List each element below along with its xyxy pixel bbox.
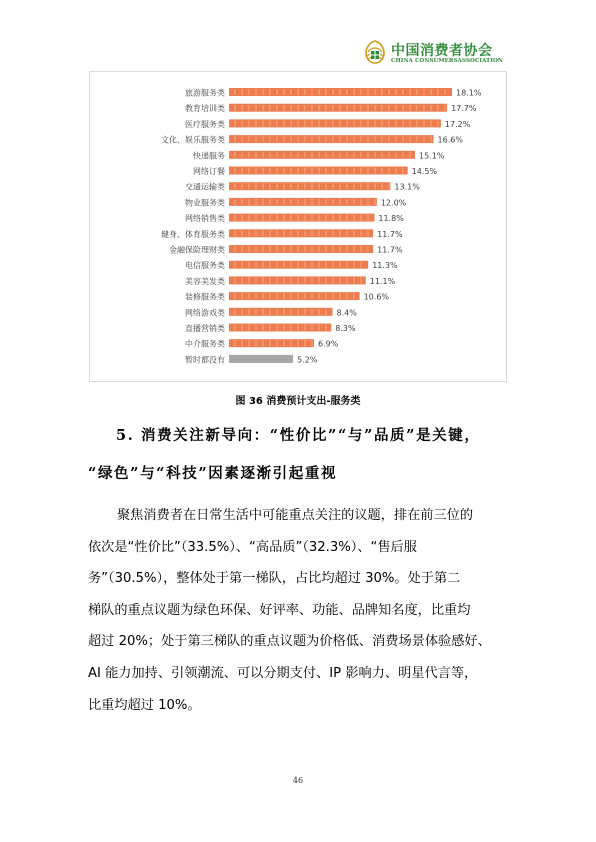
value-label: 11.7% bbox=[377, 229, 403, 239]
bar bbox=[229, 308, 332, 316]
bar bbox=[229, 198, 377, 206]
category-label: 金融保险理财类 bbox=[169, 245, 225, 255]
value-label: 11.3% bbox=[372, 261, 398, 271]
category-label: 暂时都没有 bbox=[185, 355, 225, 365]
category-label: 美容美发类 bbox=[185, 276, 225, 286]
bar bbox=[229, 214, 374, 222]
category-label: 网络订餐 bbox=[193, 167, 225, 176]
value-label: 13.1% bbox=[394, 182, 420, 192]
category-label: 装修服务类 bbox=[185, 292, 225, 302]
paragraph-line: AI 能力加持、引领潮流、可以分期支付、IP 影响力、明星代言等， bbox=[88, 665, 478, 681]
bar-chart-svg bbox=[90, 72, 508, 383]
category-label: 快递服务 bbox=[193, 151, 225, 161]
body-paragraph bbox=[88, 500, 518, 721]
bar bbox=[229, 324, 331, 332]
category-label: 健身、体育服务类 bbox=[161, 229, 225, 239]
paragraph-line: 超过 20%；处于第三梯队的重点议题为价格低、消费场景体验感好、 bbox=[88, 634, 491, 650]
paragraph-line: 比重均超过 10%。 bbox=[88, 697, 201, 713]
paragraph-line: 聚焦消费者在日常生活中可能重点关注的议题，排在前三位的 bbox=[117, 508, 474, 523]
value-label: 17.7% bbox=[451, 104, 477, 114]
value-label: 5.2% bbox=[297, 355, 318, 365]
value-label: 17.2% bbox=[444, 119, 471, 129]
category-label: 旅游服务类 bbox=[185, 88, 225, 98]
logo-english-text: CHINA CONSUMERSASSOCIATION bbox=[391, 58, 504, 64]
value-label: 8.4% bbox=[336, 308, 357, 318]
bar bbox=[229, 276, 366, 284]
section-heading-line-2: “绿色”与“科技”因素逐渐引起重视 bbox=[88, 465, 338, 482]
value-label: 14.5% bbox=[411, 167, 438, 176]
value-label: 11.8% bbox=[378, 214, 404, 224]
bar bbox=[229, 151, 415, 159]
value-label: 15.1% bbox=[419, 151, 445, 161]
value-label: 18.1% bbox=[456, 88, 482, 98]
paragraph-line: 梯队的重点议题为绿色环保、好评率、功能、品牌知名度，比重均 bbox=[88, 602, 471, 618]
paragraph-line: 务”（30.5%），整体处于第一梯队，占比均超过 30%。处于第二 bbox=[88, 571, 461, 587]
category-label: 直播营销类 bbox=[185, 324, 225, 333]
category-label: 交通运输类 bbox=[185, 182, 225, 192]
bar bbox=[229, 245, 373, 253]
bar bbox=[229, 104, 447, 112]
category-label: 中介服务类 bbox=[185, 339, 225, 349]
value-label: 10.6% bbox=[363, 292, 390, 302]
figure-caption: 图 36 消费预计支出-服务类 bbox=[235, 396, 361, 407]
bar bbox=[229, 88, 452, 96]
value-label: 6.9% bbox=[318, 339, 339, 349]
value-label: 8.3% bbox=[335, 324, 356, 333]
category-label: 物业服务类 bbox=[185, 198, 225, 208]
category-label: 教育培训类 bbox=[185, 104, 225, 114]
cca-logo bbox=[364, 40, 524, 66]
category-label: 网络游戏类 bbox=[185, 308, 225, 318]
bar bbox=[229, 355, 293, 363]
category-label: 医疗服务类 bbox=[185, 119, 225, 129]
bar bbox=[229, 119, 441, 127]
bar bbox=[229, 229, 373, 237]
service-spending-chart bbox=[89, 71, 507, 382]
category-label: 网络销售类 bbox=[185, 214, 225, 224]
category-label: 文化、娱乐服务类 bbox=[161, 135, 225, 145]
category-label: 电信服务类 bbox=[185, 261, 225, 271]
value-label: 11.1% bbox=[369, 276, 396, 286]
section-heading-line-1: 5. 消费关注新导向：“性价比”“与”品质”是关键， bbox=[116, 427, 481, 444]
bar bbox=[229, 182, 390, 190]
value-label: 16.6% bbox=[437, 135, 463, 145]
value-label: 11.7% bbox=[377, 245, 403, 255]
cca-emblem-icon bbox=[364, 40, 386, 64]
value-label: 12.0% bbox=[380, 198, 407, 208]
paragraph-line: 依次是“性价比”（33.5%）、“高品质”（32.3%）、“售后服 bbox=[88, 539, 417, 555]
logo-chinese-text: 中国消费者协会 bbox=[391, 43, 493, 59]
page-number: 46 bbox=[292, 776, 304, 785]
